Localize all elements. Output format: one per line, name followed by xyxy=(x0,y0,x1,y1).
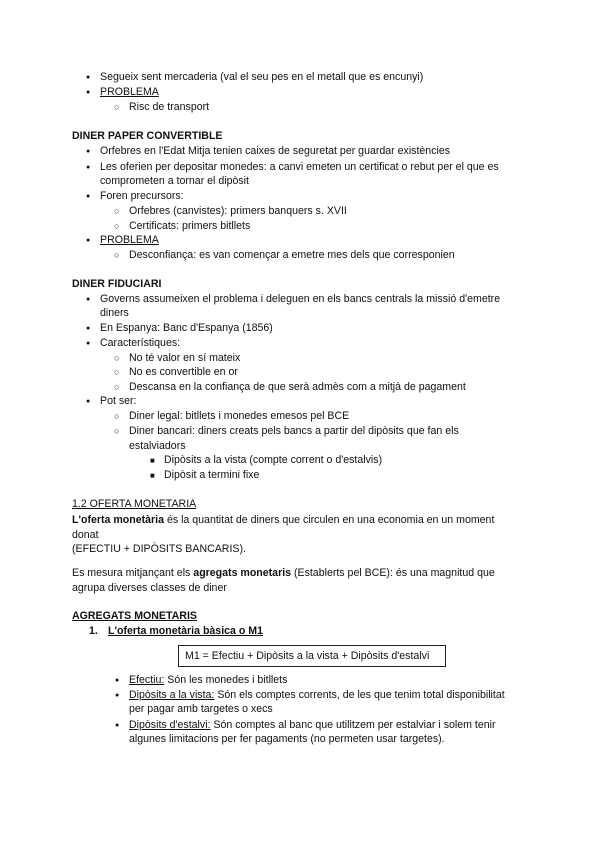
list-item xyxy=(100,86,159,99)
list-item: ● Característiques: xyxy=(100,337,180,350)
sub-list-item: ○ Risc de transport xyxy=(129,101,209,114)
list-item: ● En Espanya: Banc d'Espanya (1856) xyxy=(100,322,273,335)
sub-list-item: ○ Diner bancari: diners creats pels bancs a partir del dipòsits que fan els xyxy=(129,425,459,438)
sub-list-item: ○ Diner legal: bitllets i monedes emesos pel BCE xyxy=(129,410,349,423)
section-heading: AGREGATS MONETARIS xyxy=(72,610,197,622)
sub-list-item: ○ No té valor en sí mateix xyxy=(129,352,240,365)
paragraph-line: Es mesura mitjançant els agregats monetaris (Establerts pel BCE): és una magnitud que xyxy=(72,567,495,579)
list-item: ● Les oferien per depositar monedes: a canvi emeten un certificat o rebut per el que es xyxy=(100,161,499,174)
problema-label: PROBLEMA xyxy=(100,86,159,98)
sub-list-item: ○ Desconfiança: es van començar a emetre mes dels que corresponien xyxy=(129,249,455,262)
sub-list-item: ○ Certificats: primers bitllets xyxy=(129,220,250,233)
sub-list-item: ○ Descansa en la confiança de que serà admès com a mitjà de pagament xyxy=(129,381,466,394)
numbered-item-marker: 1. xyxy=(89,625,98,637)
numbered-item-title: L'oferta monetària bàsica o M1 xyxy=(108,625,263,637)
sub-list-item: ○ No es convertible en or xyxy=(129,366,238,379)
list-item: ● Foren precursors: xyxy=(100,190,184,203)
problema-label: PROBLEMA xyxy=(100,234,159,246)
list-item: ● Governs assumeixen el problema i deleguen en els bancs centrals la missió d'emetre xyxy=(100,293,500,306)
sub-list-item-continuation: estalviadors xyxy=(129,440,186,452)
list-item: ● Dipòsits d'estalvi: Són comptes al banc que utilitzem per estalviar i solem tenir xyxy=(129,719,496,732)
sub-list-item: ○ Orfebres (canvistes): primers banquers s. XVII xyxy=(129,205,347,218)
definition-line: donat xyxy=(72,529,99,541)
definition-line: L'oferta monetària és la quantitat de diners que circulen en una economia en un moment xyxy=(72,514,495,526)
list-item: ● Dipòsits a la vista: Són els comptes corrents, de les que tenim total disponibilitat xyxy=(129,689,505,702)
list-item-continuation: per pagar amb targetes o xecs xyxy=(129,703,273,715)
definition-line: (EFECTIU + DIPÒSITS BANCARIS). xyxy=(72,543,246,555)
sub-sub-list-item: ■ Dipòsits a la vista (compte corrent o d'estalvis) xyxy=(164,454,382,467)
section-heading: DINER FIDUCIARI xyxy=(72,278,162,290)
list-item: ● Segueix sent mercaderia (val el seu pes en el metall que es encunyi) xyxy=(100,71,423,84)
list-item xyxy=(100,234,159,247)
list-item-continuation: comprometen a tornar el dipòsit xyxy=(100,175,249,187)
list-item: ● Orfebres en l'Edat Mitja tenien caixes de seguretat per guardar existències xyxy=(100,145,450,158)
list-item: ● Pot ser: xyxy=(100,395,137,408)
list-item-continuation: diners xyxy=(100,307,129,319)
list-item-continuation: algunes limitacions per fer pagaments (no permeten usar targetes). xyxy=(129,733,445,745)
list-item: ● Efectiu: Són les monedes i bitllets xyxy=(129,674,287,687)
formula-box: M1 = Efectiu + Dipòsits a la vista + Dipòsits d'estalvi xyxy=(178,645,446,667)
sub-sub-list-item: ■ Dipòsit a termini fixe xyxy=(164,469,259,482)
section-title: 1.2 OFERTA MONETARIA xyxy=(72,498,197,510)
paragraph-line: agrupa diverses classes de diner xyxy=(72,582,227,594)
section-heading: DINER PAPER CONVERTIBLE xyxy=(72,130,223,142)
